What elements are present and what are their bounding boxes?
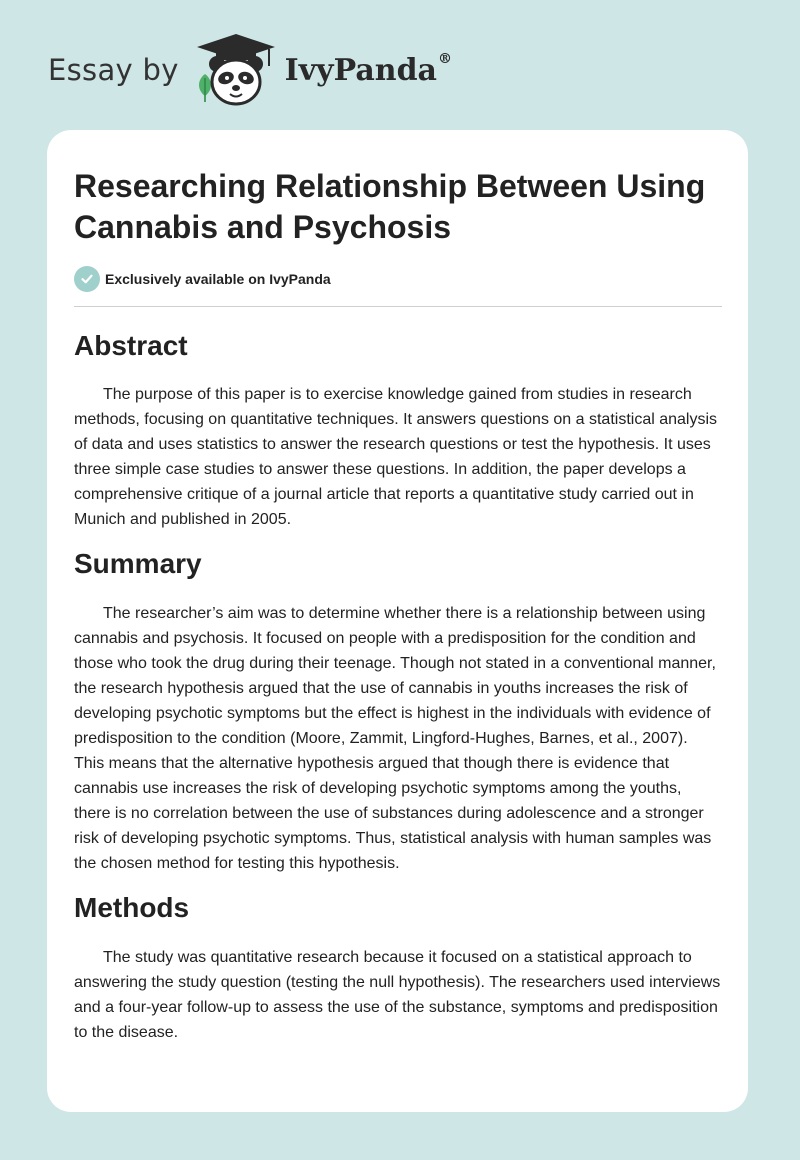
abstract-section bbox=[74, 329, 722, 532]
summary-heading: Summary bbox=[74, 548, 202, 579]
article-card bbox=[47, 130, 748, 1112]
brand-name[interactable] bbox=[284, 50, 452, 88]
methods-section bbox=[74, 891, 722, 1045]
summary-paragraph: The researcher’s aim was to determine whether there is a relationship between using cannabis and psychosis. It focused on people with a predisposition for the condition and those who took the drug during their teenage. Though not stated in a conventional manner, the research hypothesis argued that the use of cannabis in youths increases the risk of developing psychotic symptoms but the effect is highest in the individuals with evidence of predisposition to the condition (Moore, Zammit, Lingford-Hughes, Barnes, et al., 2007). This means that the alternative hypothesis argued that though there is evidence that cannabis use increases the risk of developing psychotic symptoms among the youths, there is no correlation between the use of substances during adolescence and a stronger risk of developing psychotic symptoms. Thus, statistical analysis with human samples was the chosen method for testing this hypothesis. bbox=[74, 605, 716, 872]
exclusive-badge-text: Exclusively available on IvyPanda bbox=[105, 271, 331, 287]
panda-graduation-cap-icon[interactable] bbox=[191, 30, 281, 110]
site-header bbox=[48, 30, 452, 110]
registered-mark: ® bbox=[438, 50, 452, 67]
essay-by-label: Essay by bbox=[48, 53, 179, 87]
divider bbox=[74, 306, 722, 307]
methods-heading: Methods bbox=[74, 892, 190, 923]
abstract-paragraph: The purpose of this paper is to exercise knowledge gained from studies in research methods, focusing on quantitative techniques. It answers questions on a statistical analysis of data and uses statistics to answer the research questions or test the hypothesis. It uses three simple case studies to answer these questions. In addition, the paper develops a comprehensive critique of a journal article that reports a quantitative study carried out in Munich and published in 2005. bbox=[74, 386, 718, 528]
exclusive-badge bbox=[74, 266, 722, 292]
abstract-heading: Abstract bbox=[74, 330, 188, 361]
check-circle-icon bbox=[74, 266, 100, 292]
methods-paragraph: The study was quantitative research because it focused on a statistical approach to answering the study question (testing the null hypothesis). The researchers used interviews and a four-year follow-up to assess the use of the substance, symptoms and predisposition to the disease. bbox=[74, 949, 721, 1041]
summary-section bbox=[74, 547, 722, 876]
page-title: Researching Relationship Between Using Cannabis and Psychosis bbox=[74, 168, 706, 245]
brand-name-text: IvyPanda bbox=[284, 52, 437, 88]
